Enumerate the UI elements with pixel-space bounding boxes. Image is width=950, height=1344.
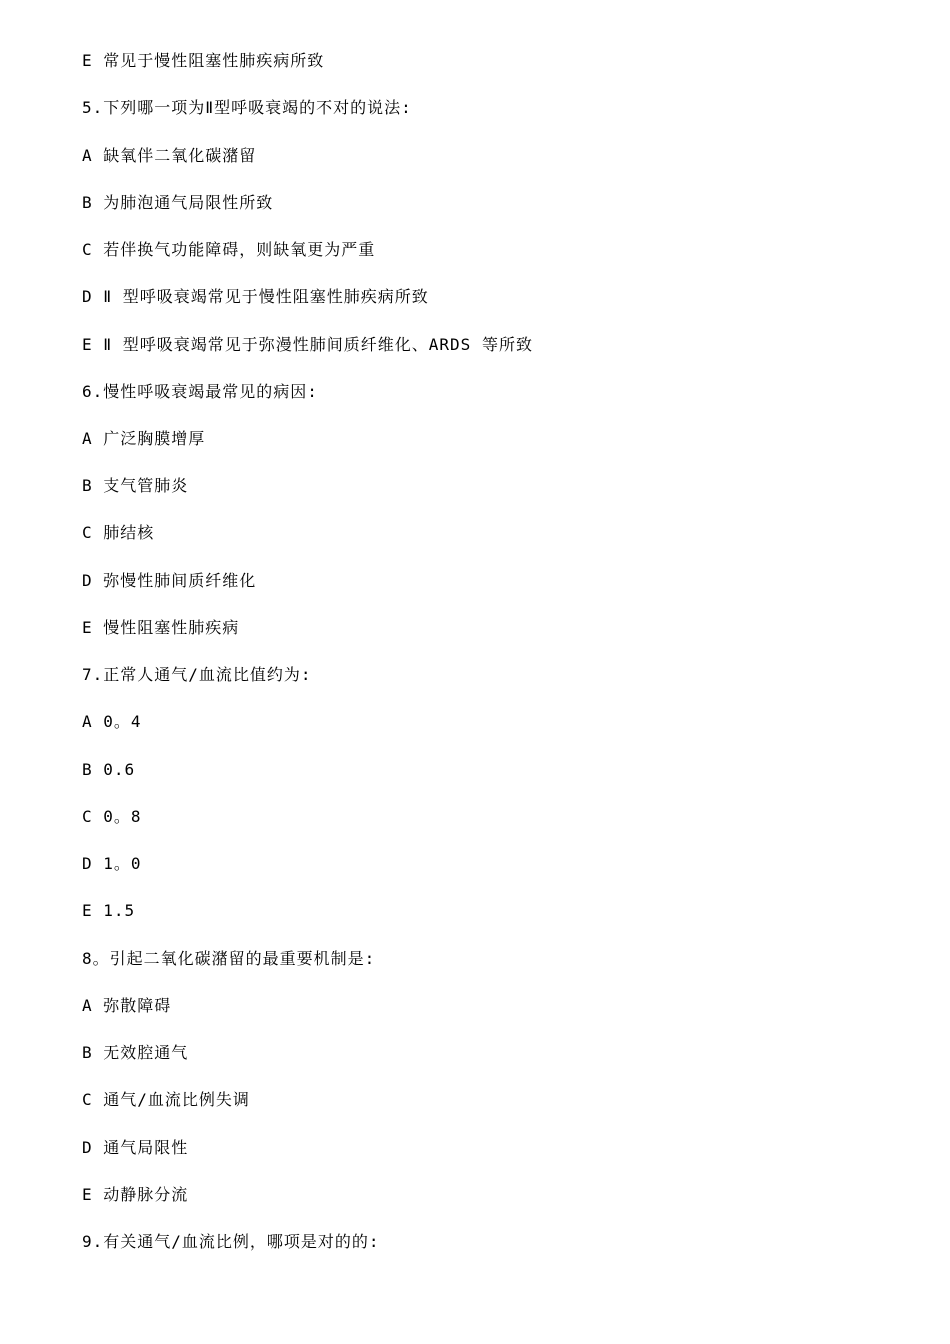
option-a-q5: A 缺氧伴二氧化碳潴留 bbox=[82, 146, 257, 165]
option-c-q6: C 肺结核 bbox=[82, 523, 155, 542]
option-e-q8: E 动静脉分流 bbox=[82, 1185, 189, 1204]
option-b-q5: B 为肺泡通气局限性所致 bbox=[82, 193, 274, 212]
option-c-q5: C 若伴换气功能障碍，则缺氧更为严重 bbox=[82, 240, 376, 259]
question-6: 6.慢性呼吸衰竭最常见的病因: bbox=[82, 382, 318, 401]
option-b-q6: B 支气管肺炎 bbox=[82, 476, 189, 495]
question-9: 9.有关通气/血流比例，哪项是对的的: bbox=[82, 1232, 380, 1251]
question-5: 5.下列哪一项为Ⅱ型呼吸衰竭的不对的说法: bbox=[82, 98, 412, 117]
option-d-q5: D Ⅱ 型呼吸衰竭常见于慢性阻塞性肺疾病所致 bbox=[82, 287, 429, 306]
option-a-q7: A 0。4 bbox=[82, 712, 142, 731]
option-e-q7: E 1.5 bbox=[82, 901, 136, 920]
option-e-q4: E 常见于慢性阻塞性肺疾病所致 bbox=[82, 51, 325, 70]
option-d-q7: D 1。0 bbox=[82, 854, 142, 873]
option-a-q8: A 弥散障碍 bbox=[82, 996, 172, 1015]
option-b-q7: B 0.6 bbox=[82, 760, 136, 779]
option-b-q8: B 无效腔通气 bbox=[82, 1043, 189, 1062]
question-8: 8。引起二氧化碳潴留的最重要机制是: bbox=[82, 949, 376, 968]
option-e-q6: E 慢性阻塞性肺疾病 bbox=[82, 618, 240, 637]
question-7: 7.正常人通气/血流比值约为: bbox=[82, 665, 312, 684]
option-c-q8: C 通气/血流比例失调 bbox=[82, 1090, 250, 1109]
option-e-q5: E Ⅱ 型呼吸衰竭常见于弥漫性肺间质纤维化、ARDS 等所致 bbox=[82, 335, 533, 354]
option-d-q8: D 通气局限性 bbox=[82, 1138, 189, 1157]
option-c-q7: C 0。8 bbox=[82, 807, 142, 826]
option-a-q6: A 广泛胸膜增厚 bbox=[82, 429, 206, 448]
option-d-q6: D 弥慢性肺间质纤维化 bbox=[82, 571, 257, 590]
